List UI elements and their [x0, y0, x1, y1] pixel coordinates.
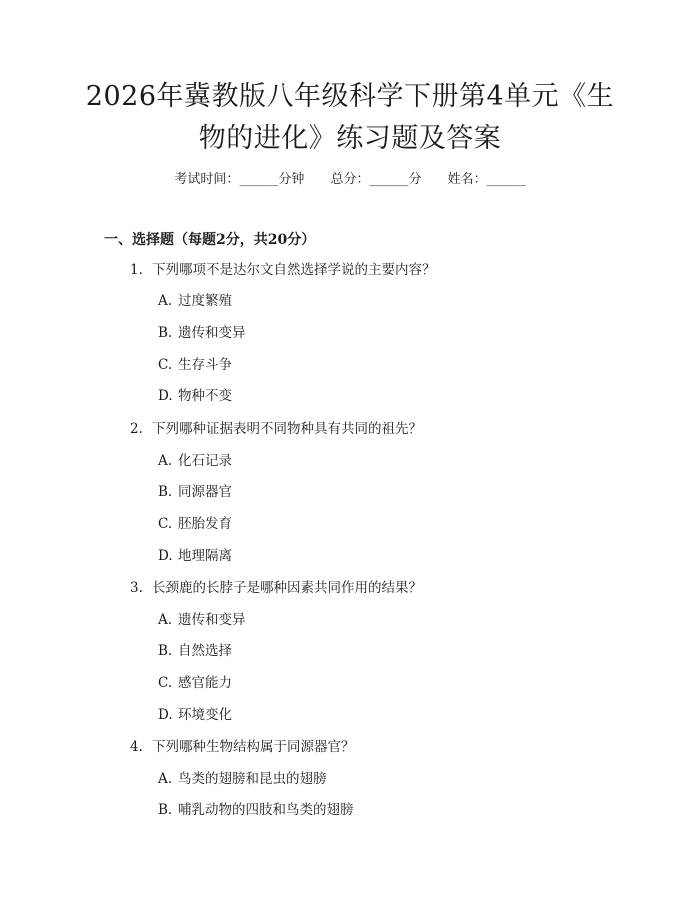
option-3b — [158, 641, 232, 661]
option-3a — [158, 610, 246, 630]
document-title — [0, 76, 700, 160]
option-3c — [158, 673, 232, 693]
question-text: 下列哪项不是达尔文自然选择学说的主要内容？ — [152, 262, 436, 278]
option-letter: B. — [158, 484, 173, 500]
option-letter: A. — [158, 293, 173, 309]
question-text: 下列哪种生物结构属于同源器官？ — [152, 739, 355, 755]
title-line-1: 2026年冀教版八年级科学下册第4单元《生 — [85, 81, 615, 112]
option-text: 自然选择 — [178, 643, 232, 659]
option-text: 鸟类的翅膀和昆虫的翅膀 — [178, 771, 327, 787]
option-letter: D. — [158, 548, 173, 564]
option-letter: A. — [158, 453, 173, 469]
option-2b — [158, 482, 232, 502]
option-text: 哺乳动物的四肢和鸟类的翅膀 — [178, 802, 354, 818]
option-letter: C. — [158, 357, 173, 373]
option-text: 环境变化 — [178, 707, 232, 723]
option-letter: B. — [158, 802, 173, 818]
question-number: 1. — [130, 262, 143, 278]
exam-info — [0, 168, 700, 187]
question-text: 长颈鹿的长脖子是哪种因素共同作用的结果？ — [152, 580, 422, 596]
question-number: 4. — [130, 739, 143, 755]
option-1c — [158, 355, 232, 375]
question-2 — [130, 419, 422, 439]
option-letter: C. — [158, 675, 173, 691]
option-letter: B. — [158, 643, 173, 659]
question-3 — [130, 578, 422, 598]
question-number: 3. — [130, 580, 143, 596]
option-text: 胚胎发育 — [178, 516, 232, 532]
option-text: 同源器官 — [178, 484, 232, 500]
option-text: 地理隔离 — [178, 548, 232, 564]
option-text: 化石记录 — [178, 453, 232, 469]
option-2c — [158, 514, 232, 534]
option-1a — [158, 291, 232, 311]
option-text: 感官能力 — [178, 675, 232, 691]
section-heading: 一、选择题（每题2分，共20分） — [104, 232, 316, 248]
question-1 — [130, 260, 436, 280]
title-line-2: 物的进化》练习题及答案 — [198, 123, 502, 154]
option-text: 遗传和变异 — [178, 325, 246, 341]
option-2a — [158, 451, 232, 471]
option-letter: A. — [158, 771, 173, 787]
option-text: 遗传和变异 — [178, 612, 246, 628]
option-letter: A. — [158, 612, 173, 628]
student-name-field: 姓名：______ — [447, 172, 526, 187]
option-letter: D. — [158, 707, 173, 723]
option-letter: C. — [158, 516, 173, 532]
exam-time-field: 考试时间：______分钟 — [174, 172, 305, 187]
option-4b — [158, 800, 354, 820]
option-text: 生存斗争 — [178, 357, 232, 373]
option-text: 过度繁殖 — [178, 293, 232, 309]
option-letter: B. — [158, 325, 173, 341]
question-text: 下列哪种证据表明不同物种具有共同的祖先？ — [152, 421, 422, 437]
option-1b — [158, 323, 246, 343]
option-3d — [158, 705, 232, 725]
option-text: 物种不变 — [178, 388, 232, 404]
question-4 — [130, 737, 355, 757]
option-4a — [158, 769, 327, 789]
option-2d — [158, 546, 232, 566]
total-score-field: 总分：______分 — [330, 172, 422, 187]
option-1d — [158, 386, 232, 406]
question-number: 2. — [130, 421, 143, 437]
option-letter: D. — [158, 388, 173, 404]
